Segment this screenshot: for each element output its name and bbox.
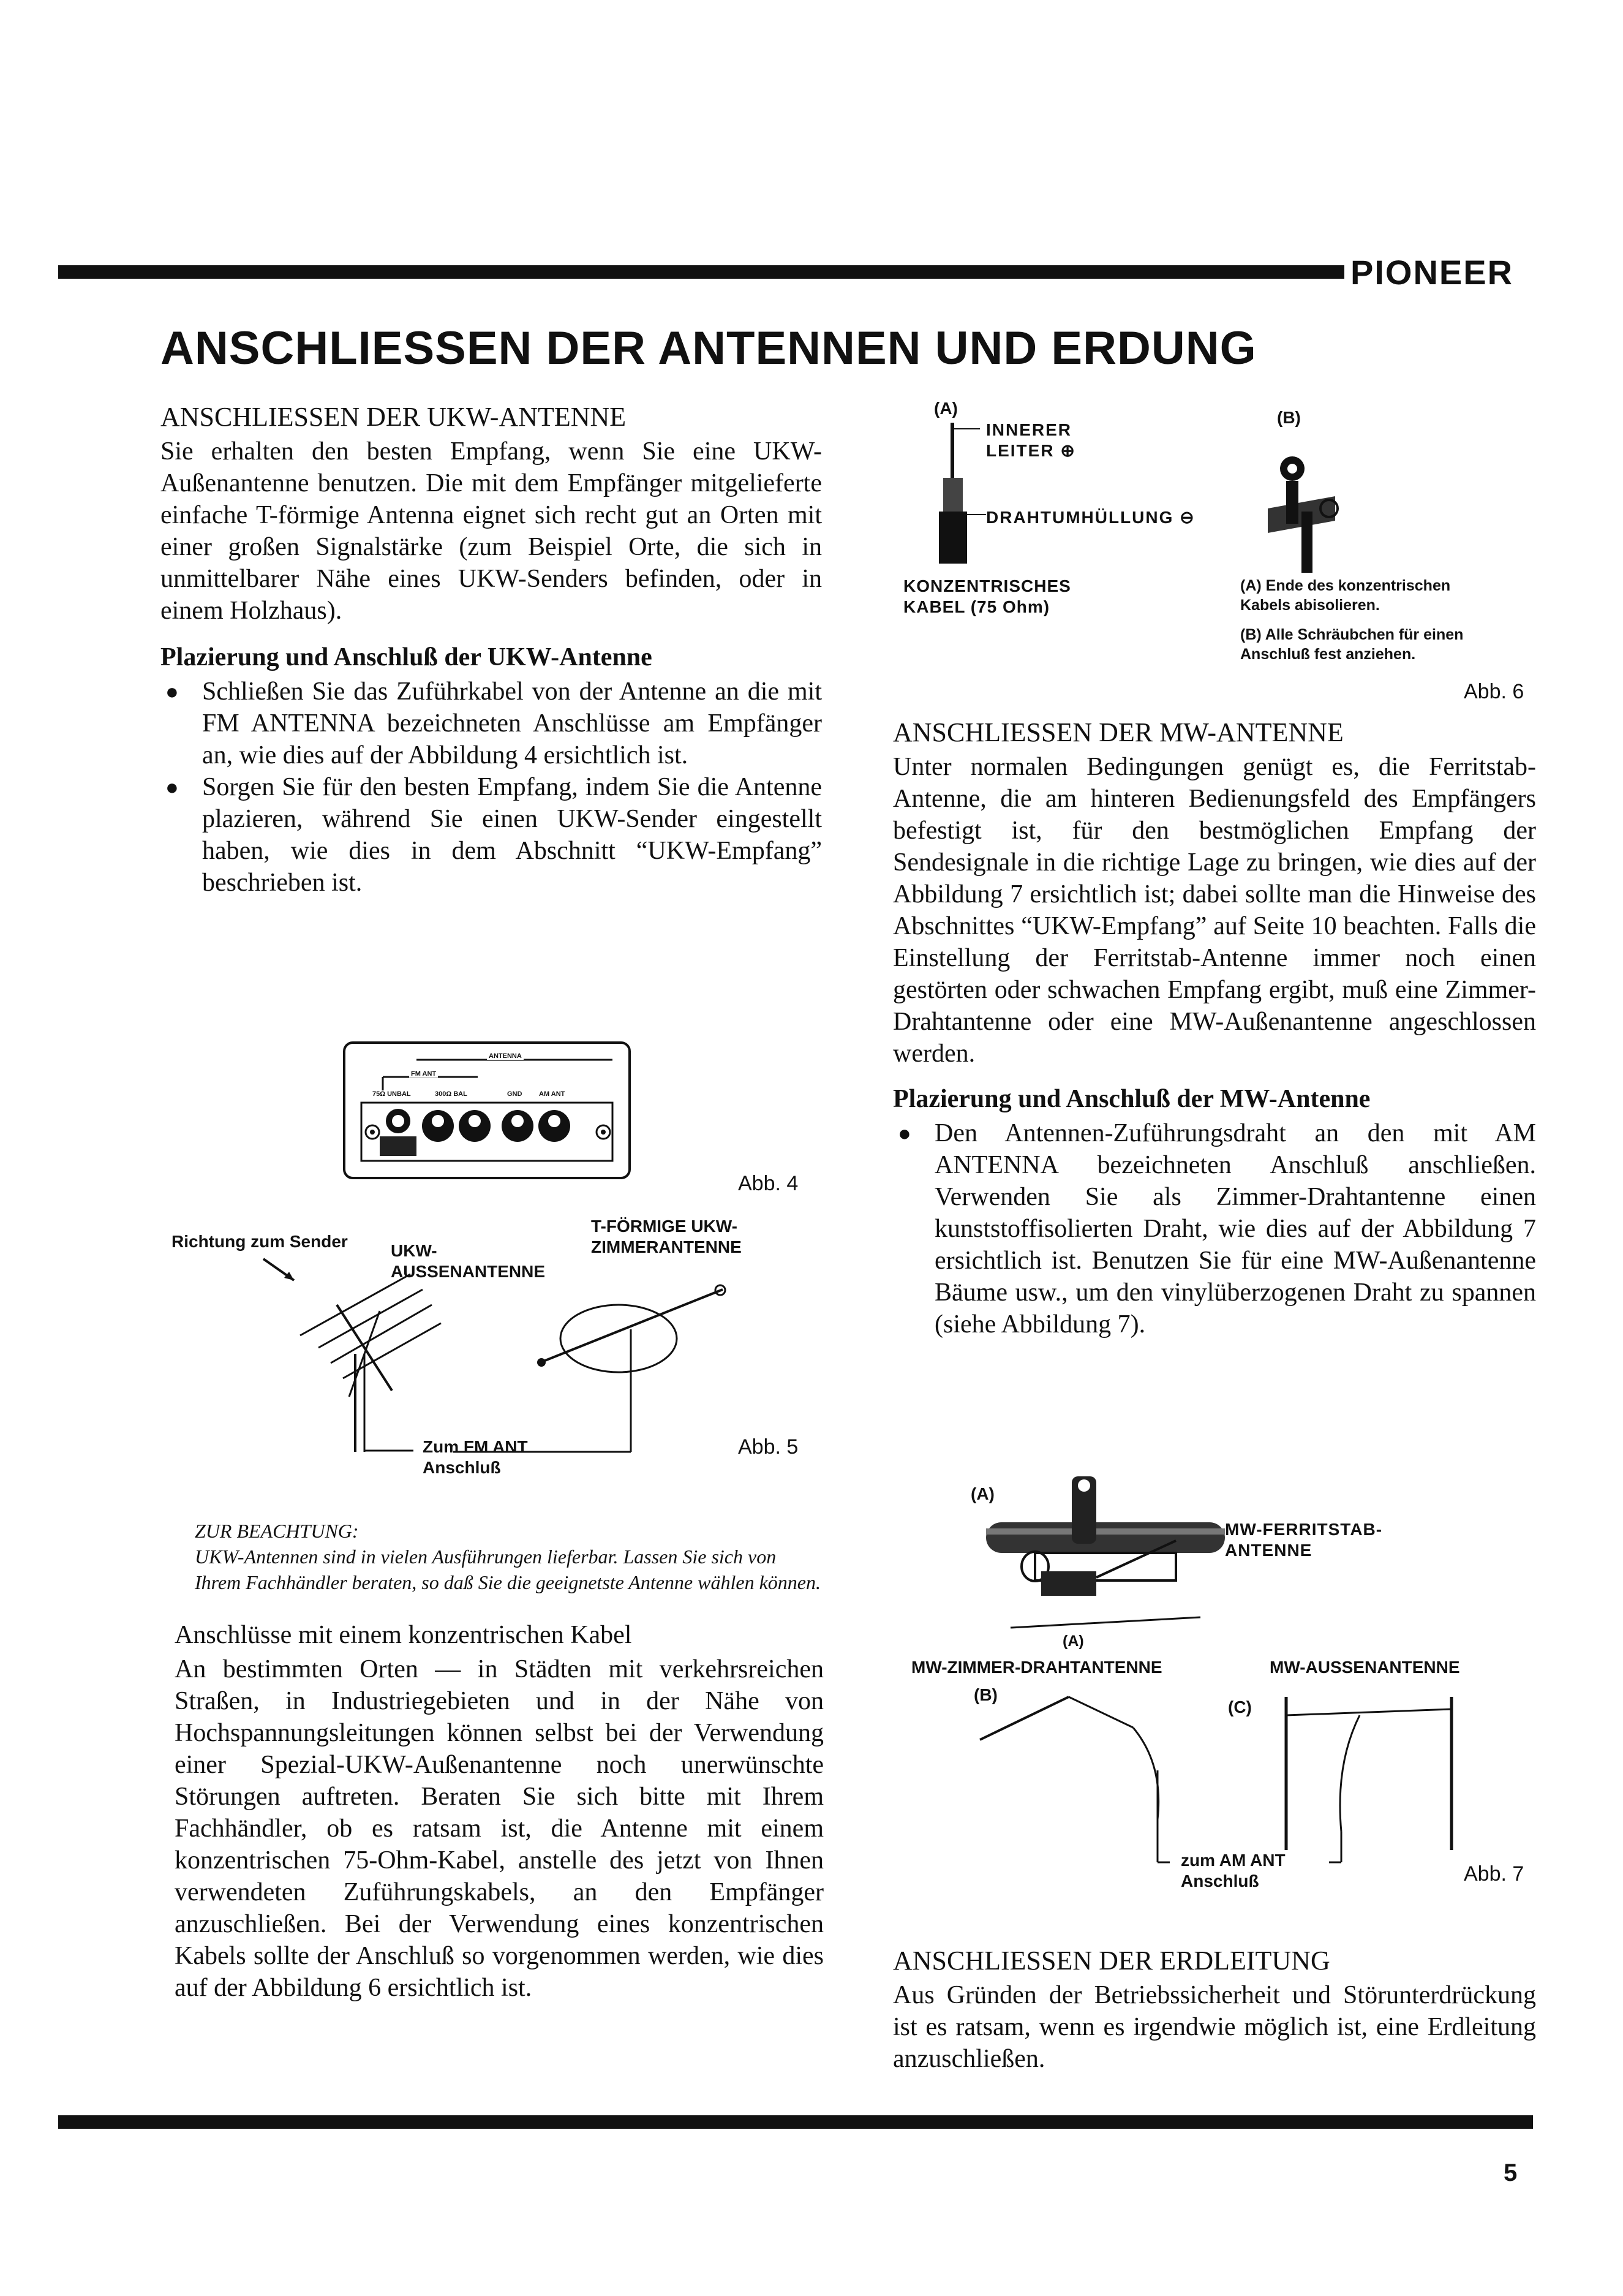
fig7-label-c: (C) [1228, 1697, 1252, 1716]
fig5-direction-label: Richtung zum Sender [171, 1232, 348, 1251]
fig6-label-a: (A) [934, 399, 958, 418]
ukw-section [160, 401, 822, 899]
note-text: UKW-Antennen sind in vielen Ausführungen lieferbar. Lassen Sie sich von Ihrem Fachhändler beraten, so daß Sie die geeignetste Antenne wählen können. [195, 1546, 821, 1593]
fig4-caption: Abb. 4 [738, 1172, 799, 1195]
ukw-placement-heading: Plazierung und Anschluß der UKW-Antenne [160, 643, 652, 671]
mw-heading: ANSCHLIESSEN DER MW-ANTENNE [893, 717, 1344, 747]
fig4-panel [343, 1041, 631, 1179]
ukw-heading: ANSCHLIESSEN DER UKW-ANTENNE [160, 402, 627, 432]
note-box [195, 1518, 826, 1595]
footer-rule [58, 2115, 1533, 2129]
fig7-wire-antennas-drawing [968, 1679, 1482, 1875]
fig7-am-connection-label: zum AM ANT Anschluß [1181, 1851, 1286, 1890]
fig7-ferrite-label: MW-FERRITSTAB- ANTENNE [1225, 1520, 1383, 1560]
ukw-bullet-1 [160, 676, 822, 771]
fig7-indoor-label: MW-ZIMMER-DRAHTANTENNE [911, 1658, 1162, 1677]
brand-logo: PIONEER [1350, 253, 1514, 292]
fig7-outdoor-label: MW-AUSSENANTENNE [1270, 1658, 1460, 1677]
fig6-note-a: (A) Ende des konzentrischen Kabels abisolieren. [1240, 577, 1451, 614]
fig7-ferrite-drawing [980, 1467, 1237, 1633]
fig7-label-b: (B) [974, 1685, 998, 1704]
fig7-label-a: (A) [971, 1484, 995, 1503]
ukw-intro: Sie erhalten den besten Empfang, wenn Sie eine UKW-Außenantenne benutzen. Die mit dem Empfänger mitgelieferte einfache T-förmige Antenna eignet sich recht gut an Orten mit einer großen Signalstärke (zum Beispiel Orte, die sich in unmittelbarer Nähe eines UKW-Senders befinden, oder in einem Holzhaus). [160, 437, 822, 625]
fig7-caption: Abb. 7 [1464, 1862, 1524, 1886]
ground-text: Aus Gründen der Betriebssicherheit und Störunterdrückung ist es ratsam, wenn es irgendwie möglich ist, eine Erdleitung anzuschließen. [893, 1981, 1536, 2073]
page-title: ANSCHLIESSEN DER ANTENNEN UND ERDUNG [160, 322, 1257, 374]
fig5-indoor-label: T-FÖRMIGE UKW- ZIMMERANTENNE [591, 1217, 742, 1256]
bullet-dot: ● [165, 679, 179, 704]
header-rule [58, 265, 1344, 279]
coax-text: An bestimmten Orten — in Städten mit verkehrsreichen Straßen, in Industriegebieten und in der Nähe von Hochspannungsleitungen können selbst bei der Verwendung einer Spezial-UKW-Außenantenne noch unerwünschte Störungen auftreten. Beraten Sie sich bitte mit Ihrem Fachhändler, ob es ratsam ist, die Antenne mit einem konzentrischen 75-Ohm-Kabel, anstelle des jetzt von Ihnen verwendeten Zuführungskabels, an den Empfänger anzuschließen. Bei der Verwendung eines konzentrischen Kabels sollte der Anschluß so vorgenommen werden, wie dies auf der Abbildung 6 ersichtlich ist. [175, 1655, 824, 2002]
panel-antenna-label: ANTENNA [487, 1052, 524, 1060]
ukw-bullet-text: Schließen Sie das Zuführkabel von der Antenne an die mit FM ANTENNA bezeichneten Anschlüsse am Empfänger an, wie dies auf der Abbildung 4 ersichtlich ist. [202, 678, 822, 769]
panel-300-label: 300Ω BAL [435, 1090, 467, 1098]
bullet-dot: ● [165, 775, 179, 799]
bullet-dot: ● [898, 1121, 911, 1146]
fig6-cable-label: KONZENTRISCHES KABEL (75 Ohm) [903, 576, 1071, 616]
fig6-caption: Abb. 6 [1464, 680, 1524, 703]
fig6-shield-label: DRAHTUMHÜLLUNG ⊖ [986, 508, 1196, 527]
mw-bullet-text: Den Antennen-Zuführungsdraht an den mit AM ANTENNA bezeichneten Anschluß anschließen. Verwenden Sie als Zimmer-Drahtantenne einen kunststoffisolierten Draht, wie dies auf der Abbildung 7 ersichtlich ist. Benutzen Sie für eine MW-Außenantenne Bäume usw., um den vinylüberzogenen Draht zu spannen (siehe Abbildung 7). [935, 1119, 1536, 1339]
panel-75-label: 75Ω UNBAL [372, 1090, 411, 1098]
mw-text: Unter normalen Bedingungen genügt es, die Ferritstab-Antenne, die am hinteren Bedienungsfeld des Empfängers befestigt ist, für den bestmöglichen Empfang der Sendesignale in die richtige Lage zu bringen, wie dies auf der Abbildung 7 ersichtlich ist; dabei sollte man die Hinweise des Abschnittes “UKW-Empfang” auf Seite 10 beachten. Falls die Einstellung der Ferritstab-Antenne immer noch einen gestörten oder schwachen Empfang ergibt, muß eine Zimmer-Drahtantenne oder eine MW-Außenantenne angeschlossen werden. [893, 753, 1536, 1068]
fig5-antenna-drawing [257, 1256, 747, 1458]
mw-bullet [893, 1117, 1536, 1340]
page-number: 5 [1504, 2159, 1518, 2186]
mw-placement-heading: Plazierung und Anschluß der MW-Antenne [893, 1085, 1371, 1113]
panel-gnd-label: GND [507, 1090, 522, 1098]
ukw-bullet-text: Sorgen Sie für den besten Empfang, indem Sie die Antenne plazieren, während Sie einen UKW-Sender eingestellt haben, wie dies in dem Abschnitt “UKW-Empfang” beschrieben ist. [202, 773, 822, 897]
ground-heading: ANSCHLIESSEN DER ERDLEITUNG [893, 1946, 1330, 1976]
ukw-bullet-2 [160, 771, 822, 899]
panel-am-label: AM ANT [539, 1090, 565, 1098]
fig5-fm-connection-label: Zum FM ANT Anschluß [423, 1437, 528, 1477]
fig6-coax-drawing [919, 417, 992, 570]
fig6-label-b: (B) [1277, 408, 1301, 427]
coax-section [175, 1619, 824, 2004]
terminal-panel-drawing [343, 1041, 631, 1179]
fig5-caption: Abb. 5 [738, 1435, 799, 1459]
fig5-outdoor-label: UKW- AUSSENANTENNE [391, 1241, 546, 1281]
coax-heading: Anschlüsse mit einem konzentrischen Kabel [175, 1621, 632, 1649]
mw-section [893, 717, 1536, 1340]
panel-fm-label: FM ANT [409, 1070, 438, 1078]
ground-section [893, 1945, 1536, 2075]
fig6-inner-label: INNERER LEITER ⊕ [986, 420, 1076, 460]
fig7-label-a2: (A) [1063, 1633, 1084, 1650]
fig6-note-b: (B) Alle Schräubchen für einen Anschluß fest anziehen. [1240, 626, 1464, 663]
note-title: ZUR BEACHTUNG: [195, 1520, 359, 1542]
fig6-terminal-drawing [1243, 453, 1354, 576]
